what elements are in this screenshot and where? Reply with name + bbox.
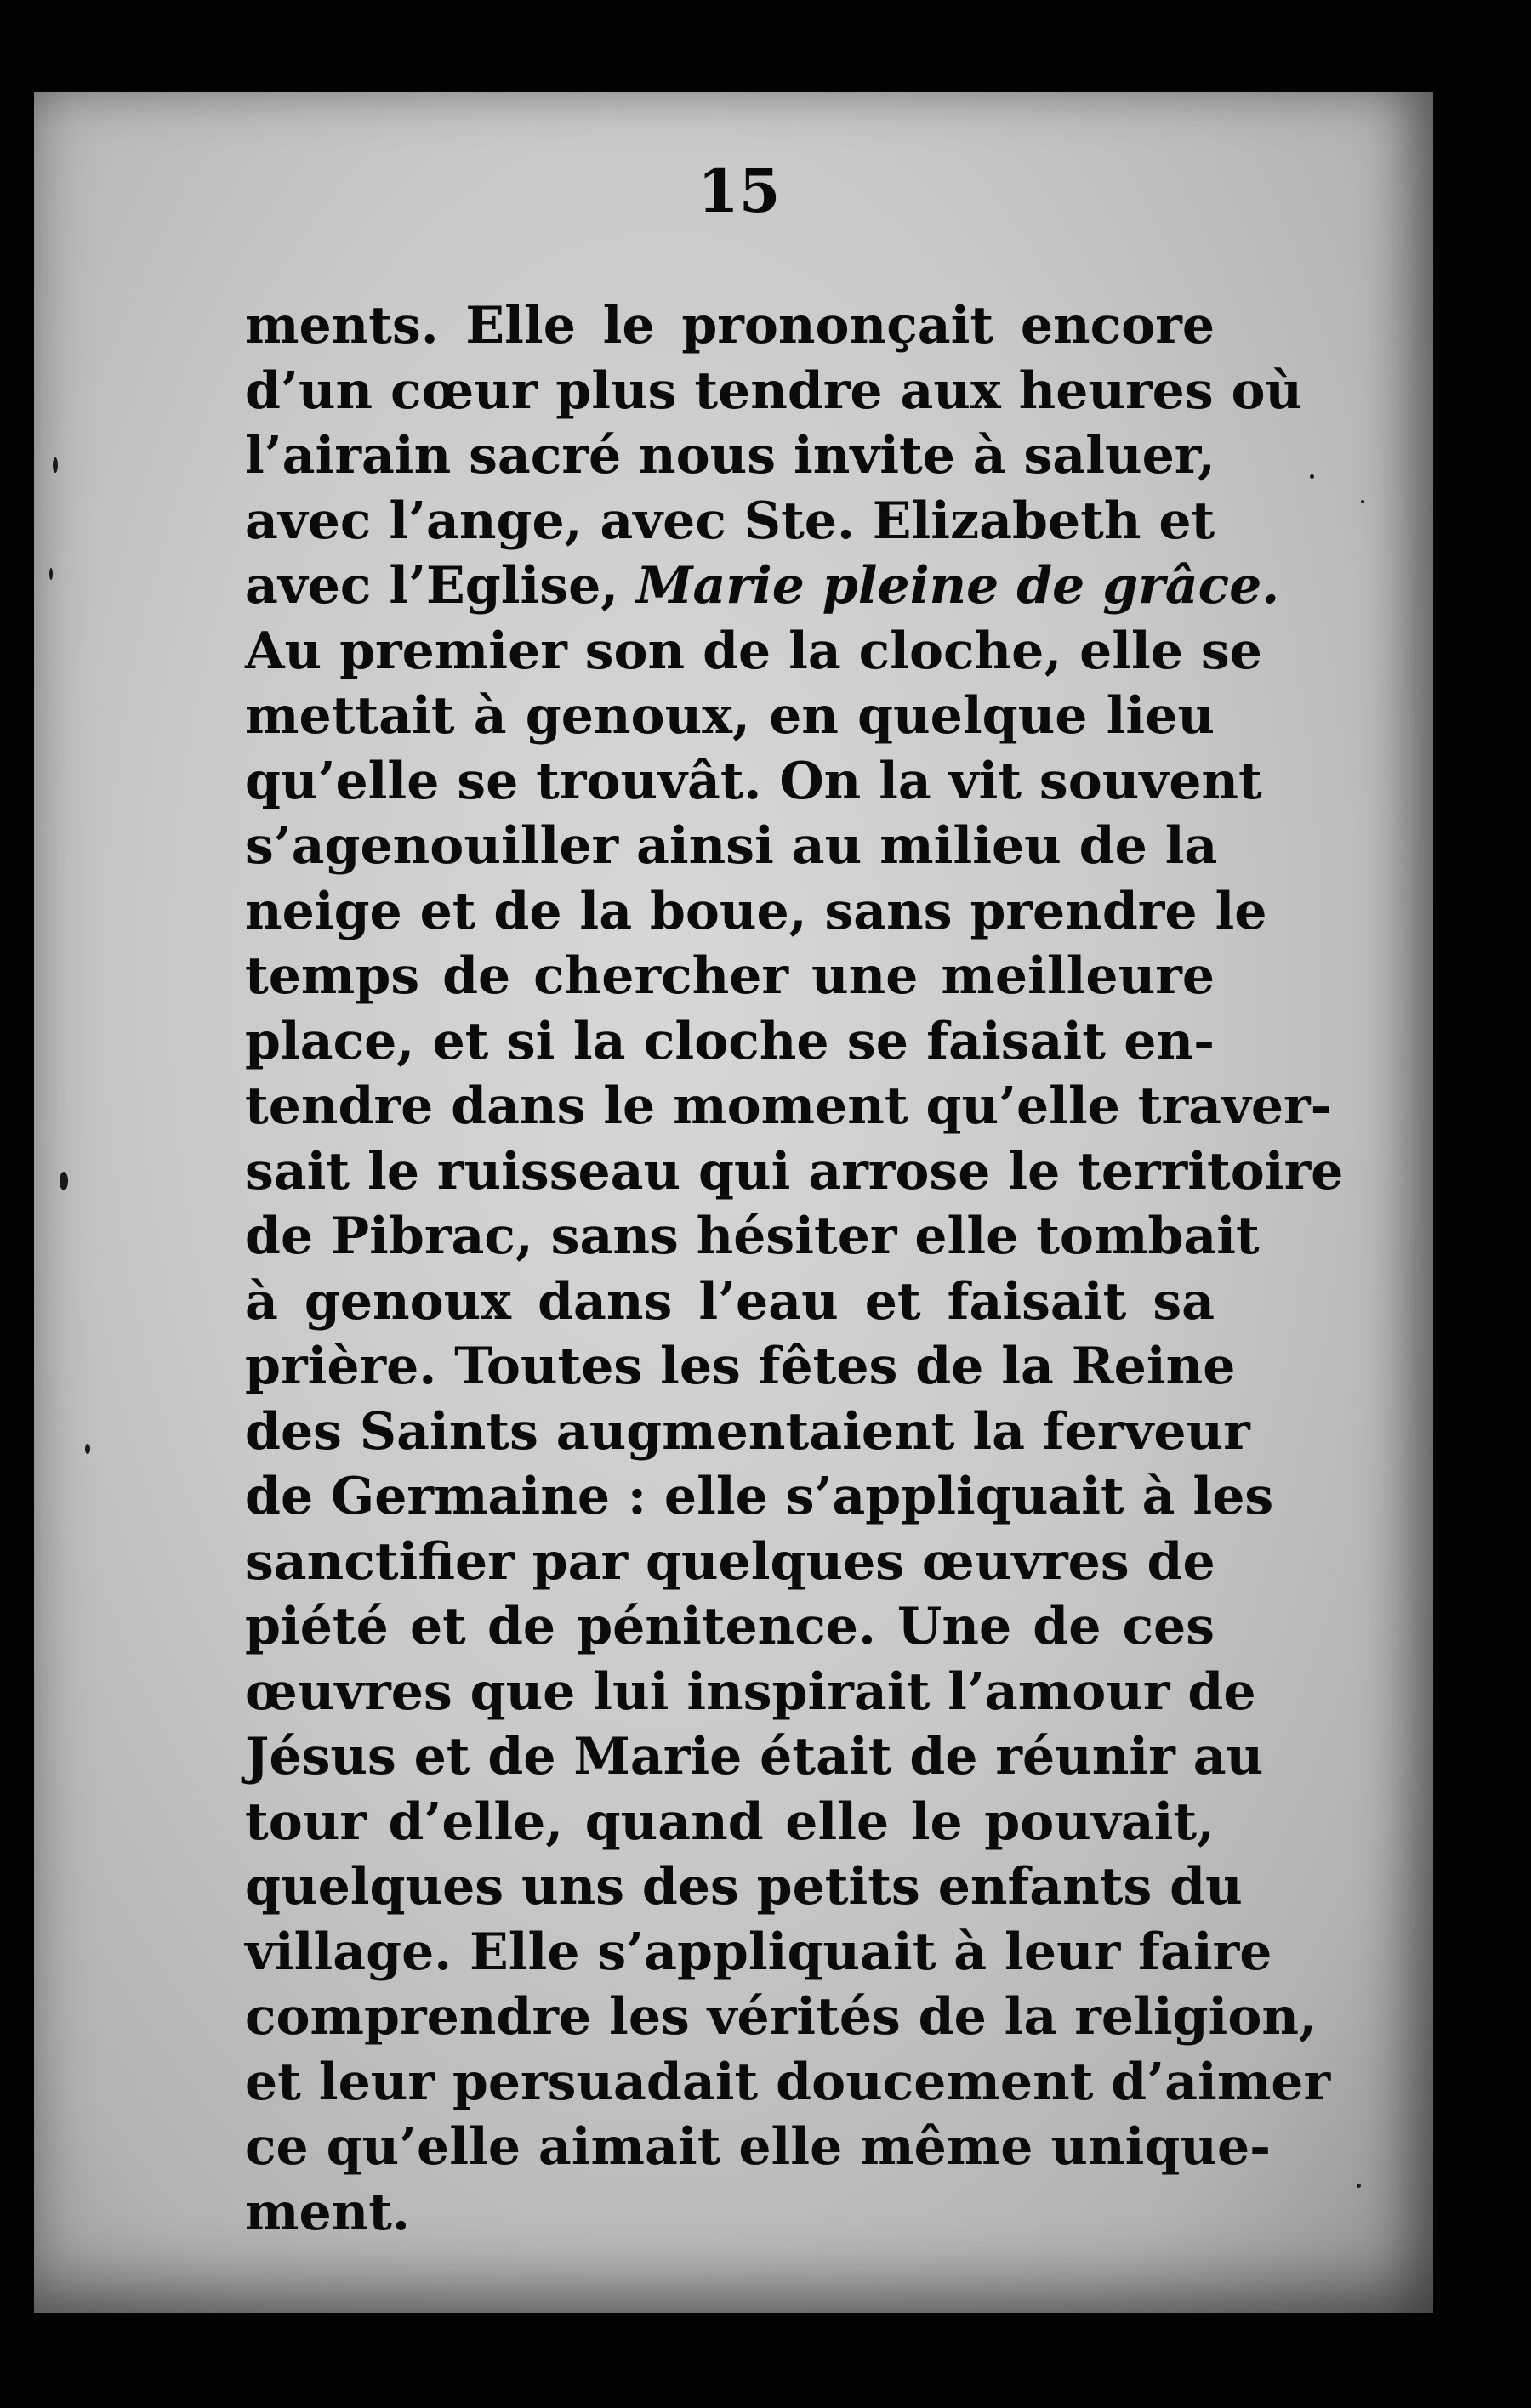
text-line — [245, 1074, 1332, 1139]
text-run: comprendre les vérités de la religion, — [245, 1987, 1317, 2047]
text-run: mettait à genoux, en quelque lieu — [245, 686, 1215, 746]
text-run: village. Elle s’appliquait à leur faire — [245, 1922, 1272, 1982]
text-line — [245, 359, 1303, 424]
text-run: l’airain sacré nous invite à saluer, — [245, 426, 1215, 486]
text-line — [245, 944, 1215, 1009]
text-run: s’agenouiller ainsi au milieu de la — [245, 816, 1218, 876]
text-line — [245, 293, 1215, 359]
text-run: qu’elle se trouvât. On la vit souvent — [245, 751, 1262, 811]
text-run: piété et de pénitence. Une de ces — [245, 1597, 1215, 1656]
text-run: Jésus et de Marie était de réunir au — [245, 1727, 1264, 1786]
text-line — [245, 1985, 1317, 2050]
text-line — [245, 1594, 1215, 1660]
body-text — [245, 293, 1344, 2245]
text-run: sait le ruisseau qui arrose le territoire — [245, 1141, 1344, 1201]
text-run: prière. Toutes les fêtes de la Reine — [245, 1337, 1236, 1396]
text-run: sanctifier par quelques œuvres de — [245, 1531, 1215, 1592]
text-line — [245, 1724, 1264, 1790]
text-line — [245, 879, 1267, 945]
text-line — [245, 554, 1280, 619]
text-run: quelques uns des petits enfants du — [245, 1857, 1243, 1917]
text-run: avec l’Eglise, — [245, 556, 637, 616]
text-run: de Germaine : elle s’appliquait à les — [245, 1467, 1274, 1526]
text-run: tendre dans le moment qu’elle traver- — [245, 1076, 1332, 1136]
text-run: place, et si la cloche se faisait en- — [245, 1011, 1215, 1071]
text-run: tour d’elle, quand elle le pouvait, — [245, 1792, 1215, 1852]
text-run: ment. — [245, 2182, 410, 2242]
text-run: et leur persuadait doucement d’aimer — [245, 2052, 1331, 2112]
text-run: avec l’ange, avec Ste. Elizabeth et — [245, 491, 1215, 551]
text-run: à genoux dans l’eau et faisait sa — [245, 1271, 1215, 1332]
text-line — [245, 1854, 1243, 1920]
text-line — [245, 2050, 1331, 2116]
text-run: des Saints augmentaient la ferveur — [245, 1401, 1250, 1462]
text-line — [245, 423, 1215, 489]
text-line — [245, 749, 1262, 815]
text-line — [245, 1660, 1256, 1725]
text-run: temps de chercher une meilleure — [245, 946, 1215, 1006]
text-line — [245, 489, 1215, 554]
text-line — [245, 1009, 1215, 1075]
text-run: Au premier son de la cloche, elle se — [245, 621, 1262, 681]
text-run: ments. Elle le prononçait encore — [245, 296, 1215, 355]
text-line — [245, 1920, 1272, 1985]
text-run: ce qu’elle aimait elle même unique- — [245, 2117, 1272, 2177]
italic-text-run: Marie pleine de grâce. — [636, 556, 1280, 616]
text-line — [245, 1204, 1260, 1269]
page-number: 15 — [697, 156, 781, 226]
text-run: de Pibrac, sans hésiter elle tombait — [245, 1207, 1260, 1266]
text-line — [245, 814, 1218, 879]
text-run: d’un cœur plus tendre aux heures où — [245, 361, 1303, 421]
text-line — [245, 619, 1262, 684]
text-line — [245, 1530, 1215, 1595]
text-line — [245, 1334, 1236, 1400]
text-line — [245, 1139, 1344, 1205]
text-line — [245, 1400, 1250, 1465]
text-run: neige et de la boue, sans prendre le — [245, 881, 1267, 941]
text-line — [245, 2115, 1272, 2180]
text-line — [245, 2180, 1215, 2246]
text-run: œuvres que lui inspirait l’amour de — [245, 1661, 1256, 1722]
text-line — [245, 1269, 1215, 1335]
text-line — [245, 1464, 1274, 1530]
text-line — [245, 684, 1215, 749]
text-line — [245, 1790, 1215, 1855]
